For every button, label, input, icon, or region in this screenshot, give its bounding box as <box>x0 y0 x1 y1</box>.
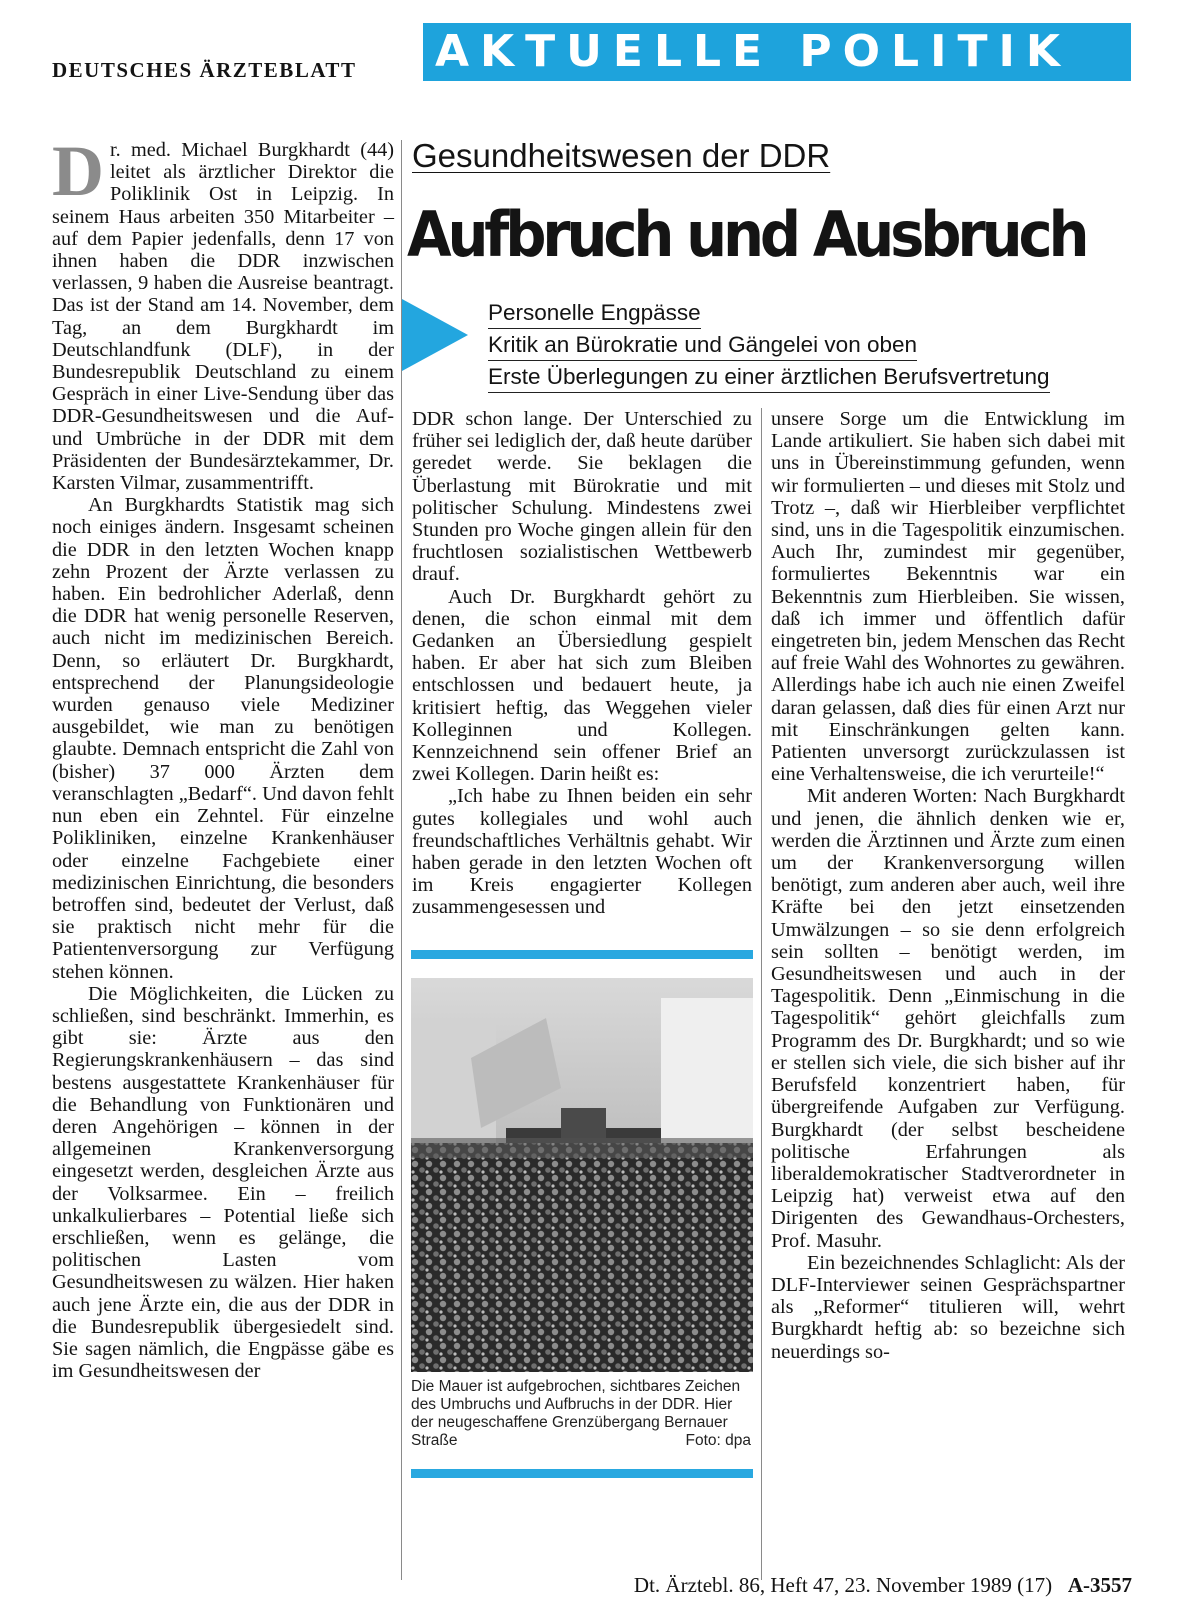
paragraph: Auch Dr. Burgkhardt gehört zu denen, die schon einmal mit dem Gedanken an Übersiedlung gespielt haben. Er aber hat sich zum Bleiben entschlossen und bedauert heute, ja kritisiert heftig, das Weggehen vieler Kolleginnen und Kollegen. Kennzeichnend sein offener Brief an zwei Kollegen. Darin heißt es: <box>412 585 752 786</box>
arrow-icon <box>402 299 468 371</box>
page-number: A-3557 <box>1067 1573 1132 1597</box>
article-column-left <box>52 131 394 1383</box>
paragraph: Die Möglichkeiten, die Lücken zu schließen, sind beschränkt. Immerhin, es gibt sie: Ärzte aus den Regierungskrankenhäusern – das sind bestens ausgestattete Krankenhäuser für die Behandlung von Funktionären und deren Angehörigen – können in der allgemeinen Krankenversorgung eingesetzt werden, desgleichen Ärzte aus der Volksarmee. Ein – freilich unkalkulierbares – Potential ließe sich erschließen, wenn es gelänge, die politischen Lasten vom Gesundheitswesen zu wälzen. Hier haken auch jene Ärzte ein, die aus der DDR in die Bundesrepublik übergesiedelt sind. Sie sagen nämlich, die Engpässe gäbe es im Gesundheitswesen der <box>52 982 394 1383</box>
news-photo <box>411 978 753 1372</box>
article-headline: Aufbruch und Ausbruch <box>407 198 1086 271</box>
paragraph: DDR schon lange. Der Unterschied zu früher sei lediglich der, daß heute darüber geredet werde. Sie beklagen die Überlastung mit Bürokratie und mit politischer Schulung. Mindestens zwei Stunden pro Woche gingen allein für den fruchtlosen sozialistischen Wettbewerb drauf. <box>412 408 752 586</box>
paragraph: „Ich habe zu Ihnen beiden ein sehr gutes kollegiales und wohl auch freundschaftliches Verhältnis gehabt. Wir haben gerade in den letzten Wochen oft im Kreis engagierter Kollegen zusammengesessen und <box>412 785 752 919</box>
footer-citation: Dt. Ärztebl. 86, Heft 47, 23. November 1989 (17) <box>633 1573 1053 1597</box>
article-kicker: Gesundheitswesen der DDR <box>412 137 831 174</box>
article-column-middle <box>412 408 752 919</box>
lead-item: Kritik an Bürokratie und Gängelei von oben <box>488 330 917 361</box>
paragraph: Ein bezeichnendes Schlaglicht: Als der DLF-Interviewer seinen Gesprächspartner als „Reformer“ titulieren will, wehrt Burgkhardt heftig ab: so bezeichne sich neuerdings so- <box>771 1251 1125 1363</box>
paragraph: unsere Sorge um die Entwicklung im Lande artikuliert. Sie haben sich dabei mit uns in Übereinstimmung gefunden, wenn wir formulierten – und dieses mit Stolz und Trotz –, daß wir Hierbleiber verpflichtet sind, uns in die Tagespolitik einzumischen. Auch Ihr, zumindest mir gegenüber, formuliertes Bekenntnis war ein Bekenntnis zum Hierbleiben. Sie wissen, daß ich immer und öffentlich dafür eingetreten bin, jedem Menschen das Recht auf freie Wahl des Wohnortes zu gewähren. Allerdings habe ich auch nie einen Zweifel daran gelassen, daß dies für einen Arzt nur mit Einschränkungen gelten kann. Patienten unversorgt zurückzulassen ist eine Verhaltensweise, die ich verurteile!“ <box>771 408 1125 786</box>
column-divider <box>761 408 762 1580</box>
lead-list <box>488 298 1050 394</box>
paragraph: Mit anderen Worten: Nach Burgkhardt und jenen, die ähnlich denken wie er, werden die Ärztinnen und Ärzte zum einen um der Krankenversorgung willen benötigt, zum anderen aber auch, weil ihre Kräfte bei den jetzt einsetzenden Umwälzungen – so sie denn erfolgreich sein sollten – benötigt werden, im Gesundheitswesen und auch in der Tagespolitik. Denn „Einmischung in die Tagespolitik“ gehört gleichfalls zum Programm des Dr. Burgkhardt; und so wie er stellen sich viele, die sich bisher auf ihr Berufsfeld konzentriert haben, für übergreifende Aufgaben zur Verfügung. Burgkhardt (der selbst bescheidene politische Erfahrungen als liberaldemokratischer Stadtverordneter in Leipzig hat) verweist etwa auf den Dirigenten des Gewandhaus-Orchesters, Prof. Masuhr. <box>771 785 1125 1252</box>
article-column-right <box>771 408 1125 1363</box>
photo-caption: Die Mauer ist aufgebrochen, sichtbares Zeichen des Umbruchs und Aufbruchs in der DDR. Hier der neugeschaffene Grenzübergang Bernauer Straße Foto: dpa <box>411 1378 751 1449</box>
lead-item: Personelle Engpässe <box>488 298 701 329</box>
photo-top-bar <box>411 950 753 959</box>
journal-title: DEUTSCHES ÄRZTEBLATT <box>52 58 357 82</box>
photo-credit: Foto: dpa <box>685 1432 751 1449</box>
section-banner: AKTUELLE POLITIK <box>423 23 1131 81</box>
paragraph: An Burgkhardts Statistik mag sich noch einiges ändern. Insgesamt scheinen die DDR in den letzten Wochen knapp zehn Prozent der Ärzte verlassen zu haben. Ein bedrohlicher Aderlaß, denn die DDR hat wenig personelle Reserven, auch nicht im medizinischen Bereich. Denn, so erläutert Dr. Burgkhardt, entsprechend der Planungsideologie wurden genauso viele Mediziner ausgebildet, wie man zu benötigen glaubte. Demnach entspricht die Zahl von (bisher) 37 000 Ärzten dem veranschlagten „Bedarf“. Und davon fehlt nun eben ein Zehntel. Für einzelne Polikliniken, einzelne Krankenhäuser oder einzelne Fachgebiete einer medizinischen Einrichtung, die besonders betroffen sind, bedeutet der Verlust, daß sie praktisch nicht mehr für die Patientenversorgung zur Verfügung stehen können. <box>52 494 394 983</box>
lead-item: Erste Überlegungen zu einer ärztlichen Berufsvertretung <box>488 362 1050 393</box>
drop-cap: D <box>52 131 104 211</box>
photo-bottom-bar <box>411 1469 753 1478</box>
page-footer <box>634 1573 1132 1598</box>
paragraph: Dr. med. Michael Burgkhardt (44) leitet als ärztlicher Direktor die Poliklinik Ost in Leipzig. In seinem Haus arbeiten 350 Mitarbeiter – auf dem Papier jedenfalls, denn 17 von ihnen haben die DDR inzwischen verlassen, 9 haben die Ausreise beantragt. Das ist der Stand am 14. November, dem Tag, an dem Burgkhardt im Deutschlandfunk (DLF), in der Bundesrepublik Deutschland zu einem Gespräch in einer Live-Sendung über das DDR-Gesundheitswesen und die Auf- und Umbrüche in der DDR mit dem Präsidenten der Bundesärztekammer, Dr. Karsten Vilmar, zusammentrifft. <box>52 131 394 495</box>
column-divider <box>401 140 402 1580</box>
